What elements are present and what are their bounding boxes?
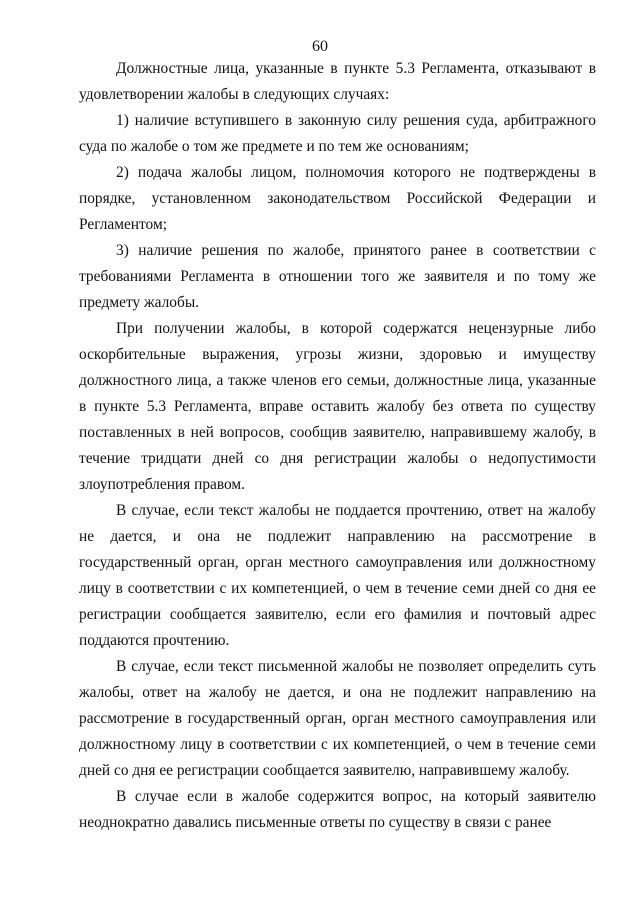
paragraph-undefined-essence: В случае, если текст письменной жалобы не позволяет определить суть жалобы, ответ на жалобу не дается, и она не подлежит направлению на рассмотрение в государственный орган, орган местного самоуправления или должностному лицу в соответствии с их компетенцией, о чем в течение семи дней со дня ее регистрации сообщается заявителю, направившему жалобу. [79,658,596,779]
paragraph-item-1: 1) наличие вступившего в законную силу решения суда, арбитражного суда по жалобе о том же предмете и по тем же основаниям; [79,112,596,155]
paragraph-item-2: 2) подача жалобы лицом, полномочия которого не подтверждены в порядке, установленном законодательством Российской Федерации и Регламентом; [79,164,596,233]
paragraph-item-3: 3) наличие решения по жалобе, принятого ранее в соответствии с требованиями Регламента в отношении того же заявителя и по тому же предмету жалобы. [79,242,596,311]
document-body [79,56,596,836]
paragraph-unreadable-text: В случае, если текст жалобы не поддается прочтению, ответ на жалобу не дается, и она не подлежит направлению на рассмотрение в государственный орган, орган местного самоуправления или должностному лицу в соответствии с их компетенцией, о чем в течение семи дней со дня ее регистрации сообщается заявителю, если его фамилия и почтовый адрес поддаются прочтению. [79,502,596,649]
paragraph-refusal-intro: Должностные лица, указанные в пункте 5.3 Регламента, отказывают в удовлетворении жалобы в следующих случаях: [79,60,596,103]
paragraph-repeated-question: В случае если в жалобе содержится вопрос, на который заявителю неоднократно давались письменные ответы по существу в связи с ранее [79,788,596,831]
page-number: 60 [312,38,328,55]
paragraph-obscene-complaint: При получении жалобы, в которой содержатся нецензурные либо оскорбительные выражения, угрозы жизни, здоровью и имуществу должностного лица, а также членов его семьи, должностные лица, указанные в пункте 5.3 Регламента, вправе оставить жалобу без ответа по существу поставленных в ней вопросов, сообщив заявителю, направившему жалобу, в течение тридцати дней со дня регистрации жалобы о недопустимости злоупотребления правом. [79,320,596,493]
